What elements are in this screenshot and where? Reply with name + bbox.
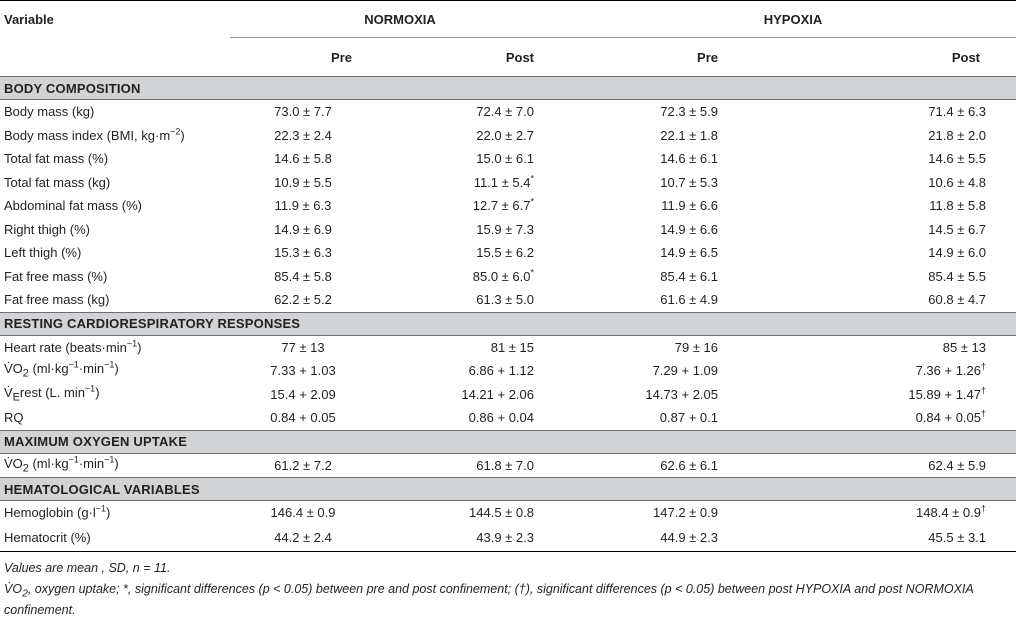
normoxia-pre-header: Pre — [230, 38, 380, 77]
normoxia-pre-value: 61.2 ± 7.2 — [274, 458, 332, 473]
hypoxia-post-value-cell — [790, 453, 1016, 478]
label-text: Fat free mass (%) — [4, 269, 107, 284]
label-text: Left thigh (%) — [4, 245, 81, 260]
label-text: Body mass (kg) — [4, 104, 94, 119]
hypoxia-pre-value-cell — [570, 359, 790, 383]
row-label — [0, 406, 230, 430]
normoxia-pre-value-cell — [230, 265, 380, 289]
normoxia-post-value: 43.9 ± 2.3 — [476, 530, 534, 545]
label-text: Heart rate (beats·min — [4, 340, 127, 355]
hypoxia-post-value-cell — [790, 501, 1016, 525]
hypoxia-post-value: 85.4 ± 5.5 — [928, 269, 986, 284]
hypoxia-post-value: 148.4 ± 0.9 — [916, 505, 981, 520]
significance-mark: † — [981, 362, 986, 372]
hypoxia-post-value-cell — [790, 100, 1016, 124]
table-row — [0, 241, 1016, 265]
table-row — [0, 100, 1016, 124]
normoxia-post-value-cell — [380, 406, 570, 430]
hypoxia-pre-value: 14.6 ± 6.1 — [660, 151, 718, 166]
hypoxia-post-header: Post — [790, 38, 1016, 77]
hypoxia-pre-value: 147.2 ± 0.9 — [653, 505, 718, 520]
hypoxia-pre-value-cell — [570, 525, 790, 552]
hypoxia-post-value-cell — [790, 171, 1016, 195]
table-row — [0, 194, 1016, 218]
row-label — [0, 171, 230, 195]
hypoxia-header — [570, 1, 1016, 38]
label-text: V̇O — [4, 456, 23, 471]
normoxia-pre-value-cell — [230, 194, 380, 218]
hypoxia-pre-value-cell — [570, 453, 790, 478]
label-text: Right thigh (%) — [4, 222, 90, 237]
hypoxia-pre-value-cell — [570, 194, 790, 218]
table-row — [0, 406, 1016, 430]
hypoxia-post-value: 15.89 + 1.47 — [908, 387, 981, 402]
label-text-tail: ·min — [79, 361, 104, 376]
label-text: RQ — [4, 410, 24, 425]
normoxia-pre-value-cell — [230, 100, 380, 124]
normoxia-pre-value: 11.9 ± 6.3 — [275, 198, 332, 213]
hypoxia-post-value: 60.8 ± 4.7 — [928, 292, 986, 307]
normoxia-post-value: 0.86 + 0.04 — [469, 410, 534, 425]
table-row — [0, 147, 1016, 171]
note-abbreviations — [4, 581, 1012, 618]
normoxia-post-value-cell — [380, 100, 570, 124]
row-label — [0, 383, 230, 407]
hypoxia-pre-value-cell — [570, 383, 790, 407]
normoxia-pre-value: 15.3 ± 6.3 — [274, 245, 332, 260]
hypoxia-pre-value: 79 ± 16 — [675, 340, 718, 355]
table-notes — [0, 552, 1016, 618]
label-superscript: −1 — [69, 455, 79, 465]
label-text: Total fat mass (kg) — [4, 175, 110, 190]
label-text-tail: ·min — [79, 456, 104, 471]
section-title: MAXIMUM OXYGEN UPTAKE — [0, 430, 1016, 453]
blank-header-cell — [0, 38, 230, 77]
label-superscript-2: −1 — [104, 455, 114, 465]
hypoxia-pre-value: 11.9 ± 6.6 — [661, 198, 718, 213]
significance-mark: † — [981, 385, 986, 395]
row-label — [0, 218, 230, 242]
normoxia-post-header: Post — [380, 38, 570, 77]
hypoxia-pre-value-cell — [570, 265, 790, 289]
label-text: V̇O — [4, 361, 23, 376]
hypoxia-post-value: 85 ± 13 — [943, 340, 986, 355]
normoxia-pre-value-cell — [230, 453, 380, 478]
hypoxia-pre-value-cell — [570, 171, 790, 195]
normoxia-pre-value-cell — [230, 406, 380, 430]
label-subscript: 2 — [23, 368, 29, 380]
normoxia-post-value: 15.5 ± 6.2 — [476, 245, 534, 260]
row-label — [0, 241, 230, 265]
hypoxia-post-value: 14.6 ± 5.5 — [928, 151, 986, 166]
table-row — [0, 453, 1016, 478]
normoxia-pre-value-cell — [230, 124, 380, 148]
normoxia-pre-value: 14.6 ± 5.8 — [274, 151, 332, 166]
hypoxia-pre-header: Pre — [570, 38, 790, 77]
significance-mark: * — [530, 197, 534, 207]
table-row — [0, 288, 1016, 312]
normoxia-post-value: 144.5 ± 0.8 — [469, 505, 534, 520]
hypoxia-post-value-cell — [790, 525, 1016, 552]
normoxia-post-value: 14.21 + 2.06 — [461, 387, 534, 402]
hypoxia-pre-value-cell — [570, 147, 790, 171]
hypoxia-post-value: 7.36 + 1.26 — [916, 363, 981, 378]
normoxia-header — [230, 1, 570, 38]
label-text-mid: (ml·kg — [29, 361, 69, 376]
table-row — [0, 124, 1016, 148]
label-text: Total fat mass (%) — [4, 151, 108, 166]
row-label — [0, 147, 230, 171]
hypoxia-post-value: 14.9 ± 6.0 — [928, 245, 986, 260]
hypoxia-pre-value-cell — [570, 124, 790, 148]
normoxia-pre-value-cell — [230, 359, 380, 383]
normoxia-post-value-cell — [380, 288, 570, 312]
normoxia-post-value: 11.1 ± 5.4 — [474, 175, 531, 190]
normoxia-post-value: 6.86 + 1.12 — [469, 363, 534, 378]
hypoxia-pre-value: 14.9 ± 6.5 — [660, 245, 718, 260]
label-text-end: ) — [95, 385, 99, 400]
normoxia-post-value-cell — [380, 147, 570, 171]
normoxia-pre-value-cell — [230, 241, 380, 265]
header-row-timepoints — [0, 38, 1016, 77]
hypoxia-pre-value-cell — [570, 335, 790, 359]
normoxia-post-value: 85.0 ± 6.0 — [473, 269, 531, 284]
normoxia-pre-value: 44.2 ± 2.4 — [274, 530, 332, 545]
note-values: Values are mean , SD, n = 11. — [4, 560, 1012, 576]
section-row — [0, 478, 1016, 501]
label-superscript: −2 — [170, 126, 180, 136]
header-row-groups — [0, 1, 1016, 38]
normoxia-pre-value: 62.2 ± 5.2 — [274, 292, 332, 307]
normoxia-post-value-cell — [380, 171, 570, 195]
label-text: Abdominal fat mass (%) — [4, 198, 142, 213]
table-row — [0, 359, 1016, 383]
section-row — [0, 312, 1016, 335]
hypoxia-post-value-cell — [790, 265, 1016, 289]
normoxia-post-value: 72.4 ± 7.0 — [476, 104, 534, 119]
hypoxia-pre-value: 61.6 ± 4.9 — [660, 292, 718, 307]
label-text: Hemoglobin (g·l — [4, 505, 96, 520]
section-title: RESTING CARDIORESPIRATORY RESPONSES — [0, 312, 1016, 335]
table-row — [0, 171, 1016, 195]
normoxia-pre-value: 22.3 ± 2.4 — [274, 128, 332, 143]
hypoxia-post-value-cell — [790, 218, 1016, 242]
section-title: BODY COMPOSITION — [0, 77, 1016, 100]
label-superscript-2: −1 — [104, 360, 114, 370]
normoxia-pre-value: 7.33 + 1.03 — [270, 363, 335, 378]
hypoxia-pre-value: 72.3 ± 5.9 — [660, 104, 718, 119]
significance-mark: † — [981, 409, 986, 419]
hypoxia-pre-value-cell — [570, 288, 790, 312]
label-superscript: −1 — [96, 504, 106, 514]
normoxia-post-value: 22.0 ± 2.7 — [476, 128, 534, 143]
label-text: Body mass index (BMI, kg·m — [4, 128, 170, 143]
table-row — [0, 218, 1016, 242]
row-label — [0, 288, 230, 312]
label-text: Fat free mass (kg) — [4, 292, 109, 307]
row-label — [0, 335, 230, 359]
label-text-end: ) — [180, 128, 184, 143]
hypoxia-post-value-cell — [790, 147, 1016, 171]
hypoxia-pre-value: 22.1 ± 1.8 — [660, 128, 718, 143]
normoxia-post-value: 15.9 ± 7.3 — [476, 222, 534, 237]
normoxia-post-value-cell — [380, 383, 570, 407]
table-row — [0, 265, 1016, 289]
row-label — [0, 124, 230, 148]
normoxia-pre-value: 15.4 + 2.09 — [270, 387, 335, 402]
hypoxia-pre-value: 62.6 ± 6.1 — [660, 458, 718, 473]
note-vo2: V̇O — [4, 582, 22, 596]
normoxia-post-value: 61.3 ± 5.0 — [476, 292, 534, 307]
row-label — [0, 359, 230, 383]
note-vo2-sub: 2 — [22, 588, 28, 599]
normoxia-label: NORMOXIA — [364, 12, 436, 27]
hypoxia-post-value-cell — [790, 288, 1016, 312]
normoxia-post-value: 12.7 ± 6.7 — [473, 198, 531, 213]
normoxia-post-value-cell — [380, 241, 570, 265]
hypoxia-pre-value-cell — [570, 100, 790, 124]
significance-mark: * — [530, 267, 534, 277]
hypoxia-pre-value: 14.73 + 2.05 — [645, 387, 718, 402]
normoxia-pre-value: 146.4 ± 0.9 — [271, 505, 336, 520]
significance-mark: † — [981, 504, 986, 514]
label-text: Hematocrit (%) — [4, 530, 91, 545]
normoxia-pre-value-cell — [230, 335, 380, 359]
normoxia-pre-value-cell — [230, 501, 380, 525]
row-label — [0, 265, 230, 289]
normoxia-pre-value: 77 ± 13 — [281, 340, 324, 355]
normoxia-post-value-cell — [380, 359, 570, 383]
normoxia-post-value: 61.8 ± 7.0 — [476, 458, 534, 473]
normoxia-pre-value: 73.0 ± 7.7 — [274, 104, 332, 119]
variable-header: Variable — [0, 1, 230, 38]
table-row — [0, 501, 1016, 525]
row-label — [0, 100, 230, 124]
hypoxia-pre-value-cell — [570, 218, 790, 242]
hypoxia-post-value: 21.8 ± 2.0 — [928, 128, 986, 143]
label-text-end: ) — [114, 361, 118, 376]
row-label — [0, 501, 230, 525]
label-text-mid: rest (L. min — [20, 385, 85, 400]
hypoxia-post-value: 11.8 ± 5.8 — [929, 198, 986, 213]
label-superscript: −1 — [69, 360, 79, 370]
hypoxia-pre-value: 7.29 + 1.09 — [653, 363, 718, 378]
hypoxia-pre-value-cell — [570, 241, 790, 265]
normoxia-post-value-cell — [380, 501, 570, 525]
row-label — [0, 194, 230, 218]
hypoxia-post-value-cell — [790, 241, 1016, 265]
hypoxia-label: HYPOXIA — [764, 12, 823, 27]
table-row — [0, 525, 1016, 552]
row-label — [0, 453, 230, 478]
hypoxia-pre-value: 44.9 ± 2.3 — [660, 530, 718, 545]
normoxia-pre-value-cell — [230, 218, 380, 242]
normoxia-post-value-cell — [380, 453, 570, 478]
label-superscript: −1 — [85, 384, 95, 394]
section-title: HEMATOLOGICAL VARIABLES — [0, 478, 1016, 501]
label-text-end: ) — [137, 340, 141, 355]
hypoxia-pre-value: 0.87 + 0.1 — [660, 410, 718, 425]
hypoxia-pre-value: 85.4 ± 6.1 — [660, 269, 718, 284]
label-text: V̇ — [4, 385, 13, 400]
normoxia-pre-value-cell — [230, 288, 380, 312]
label-subscript: E — [13, 392, 20, 404]
normoxia-post-value: 81 ± 15 — [491, 340, 534, 355]
label-superscript: −1 — [127, 338, 137, 348]
normoxia-pre-value: 10.9 ± 5.5 — [274, 175, 332, 190]
hypoxia-pre-value: 14.9 ± 6.6 — [660, 222, 718, 237]
hypoxia-post-value: 0.84 + 0.05 — [916, 410, 981, 425]
label-subscript: 2 — [23, 463, 29, 475]
normoxia-pre-value: 14.9 ± 6.9 — [274, 222, 332, 237]
normoxia-post-value-cell — [380, 265, 570, 289]
hypoxia-post-value-cell — [790, 406, 1016, 430]
section-row — [0, 77, 1016, 100]
label-text-end: ) — [106, 505, 110, 520]
hypoxia-post-value-cell — [790, 359, 1016, 383]
normoxia-post-value-cell — [380, 335, 570, 359]
hypoxia-post-value-cell — [790, 124, 1016, 148]
hypoxia-post-value-cell — [790, 194, 1016, 218]
hypoxia-post-value-cell — [790, 335, 1016, 359]
hypoxia-pre-value-cell — [570, 501, 790, 525]
normoxia-pre-value: 0.84 + 0.05 — [270, 410, 335, 425]
note-text: , oxygen uptake; *, significant differences (p < 0.05) between pre and post confinement; (†), significant differences (p < 0.05) between post HYPOXIA and post NORMOXIA confinement. — [4, 582, 973, 618]
hypoxia-post-value: 10.6 ± 4.8 — [928, 175, 986, 190]
hypoxia-post-value: 62.4 ± 5.9 — [928, 458, 986, 473]
label-text-mid: (ml·kg — [29, 456, 69, 471]
normoxia-pre-value-cell — [230, 147, 380, 171]
normoxia-post-value-cell — [380, 525, 570, 552]
normoxia-pre-value: 85.4 ± 5.8 — [274, 269, 332, 284]
significance-mark: * — [530, 173, 534, 183]
table-row — [0, 335, 1016, 359]
normoxia-post-value-cell — [380, 194, 570, 218]
row-label — [0, 525, 230, 552]
table-row — [0, 383, 1016, 407]
hypoxia-pre-value-cell — [570, 406, 790, 430]
hypoxia-post-value: 71.4 ± 6.3 — [928, 104, 986, 119]
normoxia-pre-value-cell — [230, 383, 380, 407]
section-row — [0, 430, 1016, 453]
hypoxia-post-value-cell — [790, 383, 1016, 407]
hypoxia-post-value: 45.5 ± 3.1 — [928, 530, 986, 545]
normoxia-post-value-cell — [380, 218, 570, 242]
normoxia-post-value-cell — [380, 124, 570, 148]
hypoxia-post-value: 14.5 ± 6.7 — [928, 222, 986, 237]
hypoxia-pre-value: 10.7 ± 5.3 — [660, 175, 718, 190]
normoxia-post-value: 15.0 ± 6.1 — [476, 151, 534, 166]
label-text-end: ) — [114, 456, 118, 471]
normoxia-pre-value-cell — [230, 171, 380, 195]
normoxia-pre-value-cell — [230, 525, 380, 552]
